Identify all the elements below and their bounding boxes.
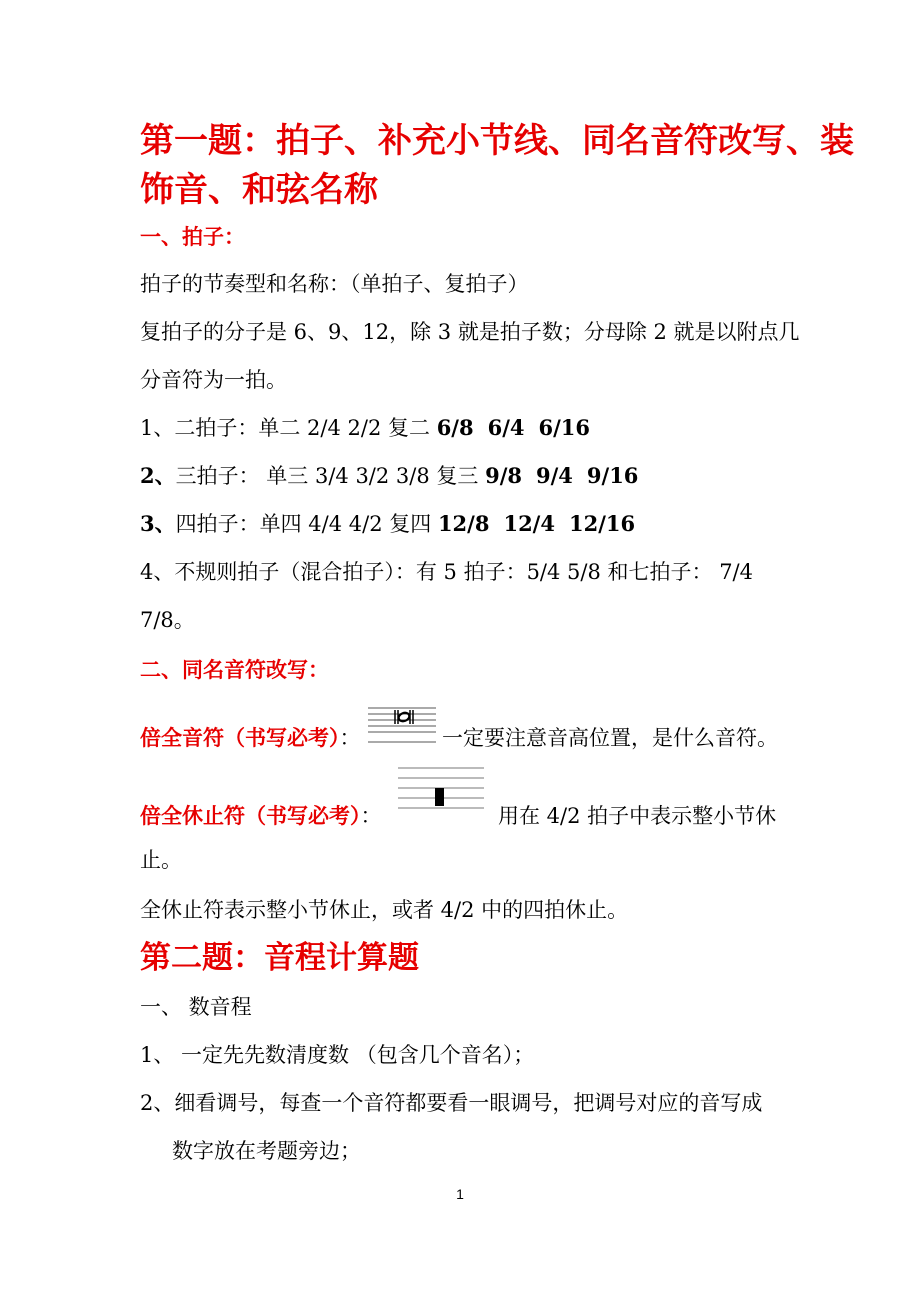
list-item-triple: [140, 461, 638, 491]
compound-meter: 12/16: [568, 511, 636, 536]
section1-sub2-heading: 二、同名音符改写：: [140, 658, 329, 682]
list-item-number: 1、: [140, 416, 175, 440]
section2-title: 第二题：音程计算题: [140, 940, 419, 976]
compound-meter: 12/8: [437, 511, 490, 536]
breve-note-staff-icon: [368, 702, 438, 744]
section1-title-line1: 第一题：拍子、补充小节线、同名音符改写、装: [140, 121, 854, 161]
compound-meter: 6/8: [436, 415, 474, 440]
compound-meter: 6/4: [487, 415, 525, 440]
breve-rest-label: 倍全休止符（书写必考）: [140, 804, 361, 828]
compound-meter: 6/16: [538, 415, 591, 440]
breve-rest-staff-icon: [398, 766, 486, 812]
breve-rest-row: [140, 801, 382, 831]
section2-item2-line2: 数字放在考题旁边；: [172, 1139, 361, 1163]
breve-rest-description: 用在 4/2 拍子中表示整小节休: [498, 804, 777, 828]
paragraph-meter-types: 拍子的节奏型和名称：（单拍子、复拍子）: [140, 272, 529, 296]
list-item-text: 四拍子：单四 4/4 4/2 复四: [175, 512, 432, 536]
list-item-number: 2、: [140, 463, 176, 488]
compound-meter: 9/8: [485, 463, 522, 488]
breve-rest-description-line2: 止。: [140, 848, 182, 872]
breve-colon: ：: [339, 726, 361, 750]
list-item-irregular-line2: 7/8。: [140, 608, 195, 632]
paragraph-compound-line2: 分音符为一拍。: [140, 368, 287, 392]
list-item-number: 3、: [140, 511, 176, 536]
breve-label: 倍全音符（书写必考）: [140, 726, 340, 750]
list-item-irregular-line1: 4、不规则拍子（混合拍子）：有 5 拍子：5/4 5/8 和七拍子： 7/4: [140, 560, 753, 584]
section1-title-line2: 饰音、和弦名称: [140, 170, 378, 210]
breve-rest-colon: ：: [360, 804, 382, 828]
section2-sub1: 一、 数音程: [140, 995, 252, 1019]
list-item-text: 二拍子：单二 2/4 2/2 复二: [174, 416, 430, 440]
section1-sub1-heading: 一、拍子：: [140, 225, 245, 249]
section2-item2-line1: 2、细看调号，每查一个音符都要看一眼调号，把调号对应的音写成: [140, 1091, 763, 1115]
breve-row: [140, 723, 361, 753]
whole-rest-note: 全休止符表示整小节休止，或者 4/2 中的四拍休止。: [140, 898, 629, 922]
compound-meter: 12/4: [503, 511, 555, 536]
breve-description: 一定要注意音高位置，是什么音符。: [442, 726, 778, 750]
page-number: 1: [456, 1186, 464, 1202]
compound-meter: 9/16: [586, 463, 639, 488]
list-item-text: 三拍子： 单三 3/4 3/2 3/8 复三: [175, 464, 479, 488]
compound-meter: 9/4: [536, 463, 573, 488]
list-item-quadruple: [140, 509, 635, 539]
list-item-duple: [140, 413, 590, 443]
paragraph-compound-line1: 复拍子的分子是 6、9、12，除 3 就是拍子数；分母除 2 就是以附点几: [140, 320, 800, 344]
section2-item1: 1、 一定先先数清度数 （包含几个音名）；: [140, 1043, 535, 1067]
